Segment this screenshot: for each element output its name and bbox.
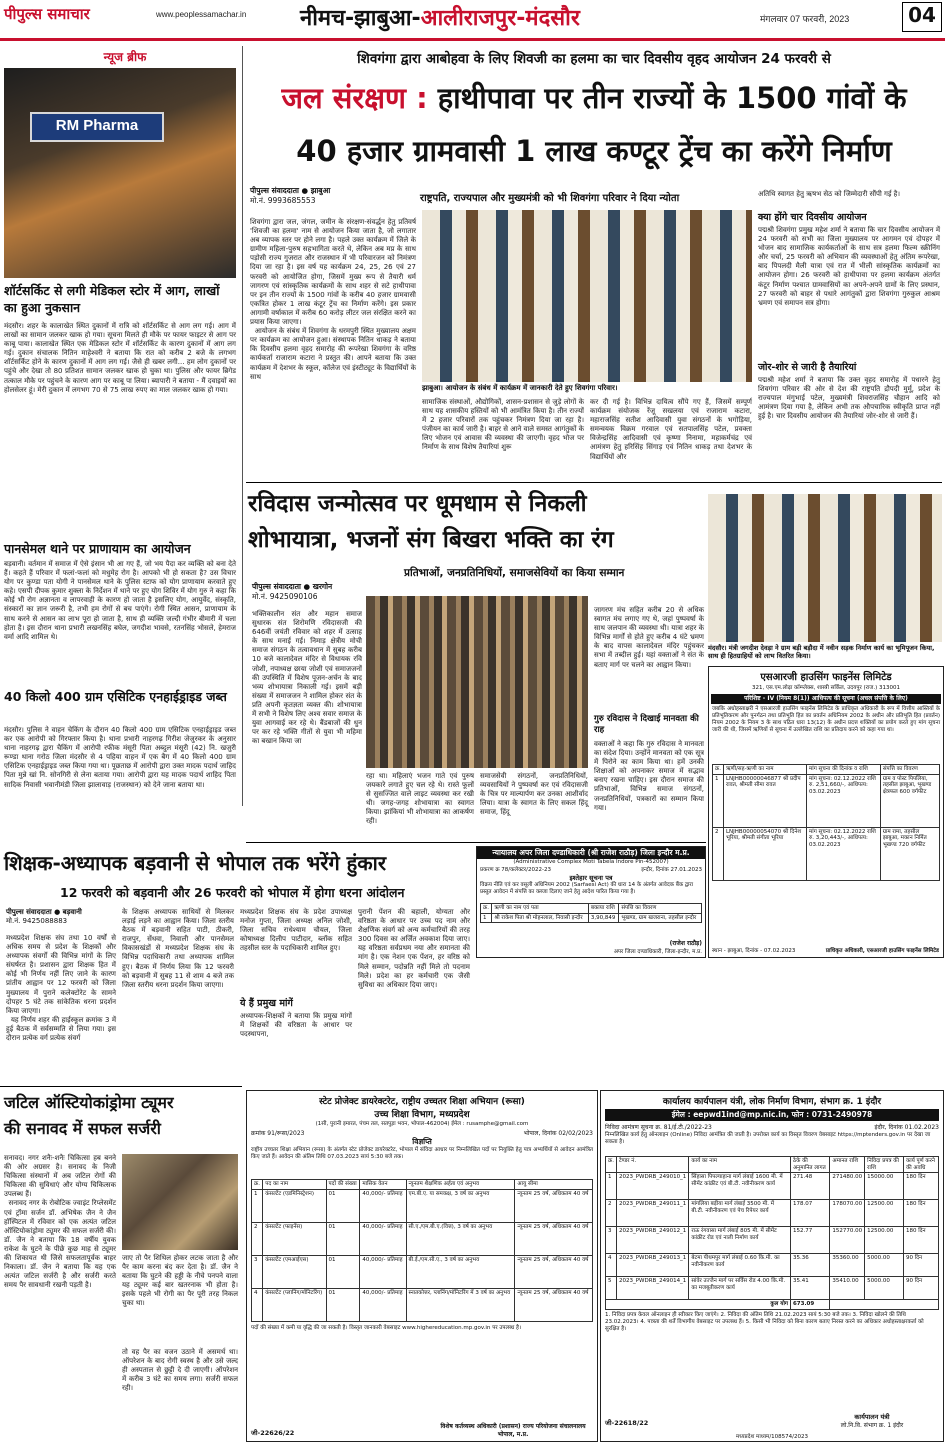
housing-ad bbox=[708, 666, 944, 958]
brief-3-headline: 40 किलो 400 ग्राम एसिटिक एनहाईड्राइड जब्त bbox=[4, 689, 227, 704]
lead-headline-part1: हाथीपावा पर तीन राज्यों के 1500 गांवों के bbox=[427, 81, 907, 115]
surgery-headline bbox=[4, 1090, 240, 1150]
housing-cell: 1 bbox=[713, 774, 724, 827]
ravidas-photo bbox=[366, 596, 588, 768]
rusa-cell: 01 bbox=[326, 1255, 360, 1288]
shikshak-headline: शिक्षक-अध्यापक बड़वानी से भोपाल तक भरेंगे हुंकार bbox=[4, 851, 387, 875]
brief-1-headline: शॉर्टसर्किट से लगी मेडिकल स्टोर में आग, लाखों का हुआ नुकसान bbox=[4, 283, 220, 315]
rusa-footer: पदों की संख्या में कमी या वृद्धि की जा सकती है। विस्तृत जानकारी वेबसाइट www.highereducation.mp.gov.in पर उपलब्ध है। bbox=[251, 1324, 522, 1331]
pwd-th-3: कार्य का नाम bbox=[689, 1157, 791, 1173]
masthead bbox=[0, 0, 945, 44]
rusa-cell: 01 bbox=[326, 1288, 360, 1321]
pwd-table bbox=[605, 1156, 939, 1310]
rusa-cell: सी.ए./एम.बी.ए.(वित्त), 3 वर्ष का अनुभव bbox=[406, 1222, 515, 1255]
pwd-ad bbox=[600, 1090, 944, 1442]
table-row bbox=[713, 827, 940, 880]
shop-sign-text: RM Pharma bbox=[55, 117, 139, 134]
lead-byline-name: पीपुल्स संवाददाता ● झाबुआ bbox=[250, 186, 331, 195]
pwd-cell: मांगलिया बड़ीया मार्ग लंबाई 3500 मी. में बी.टी. नवीनीकरण एवं पेच रिपेयर कार्य bbox=[689, 1200, 791, 1227]
pwd-cell: सांवेर उज्जैन मार्ग पर सर्विस रोड 4.00 कि.मी. का मजबूतीकरण कार्य bbox=[689, 1277, 791, 1300]
court-table bbox=[480, 903, 702, 923]
pwd-cell: 90 दिन bbox=[903, 1277, 938, 1300]
shikshak-byline bbox=[6, 908, 116, 932]
rusa-cell: एम.बी.ए. या समकक्ष, 3 वर्ष का अनुभव bbox=[406, 1189, 515, 1222]
housing-th-2: ऋणी/सह-ऋणी का नाम bbox=[723, 765, 806, 775]
court-cell: 1 bbox=[481, 913, 492, 923]
court-notice bbox=[476, 846, 706, 958]
table-row bbox=[606, 1277, 939, 1300]
ravidas-col-5b: वक्ताओं ने कहा कि गुरु रविदास ने मानवता का संदेश दिया। उन्होंने मानवता को एक सूत्र में पिरोने का काम किया था। हमें उनकी शिक्षाओं को अपनाकर समाज में सद्भाव बनाए रखना चाहिए। इस दौरान समाज की प्रतिभाओं, विभिन्न समाज संगठनों, जनप्रतिनिधियों, पत्रकारों का सम्मान किया गया। bbox=[594, 740, 707, 812]
court-sign-title: अपर जिला दण्डाधिकारी, जिला-इन्दौर, म.प्र. bbox=[613, 949, 702, 955]
rusa-cell: न्यूनतम 25 वर्ष, अधिकतम 40 वर्ष bbox=[515, 1189, 593, 1222]
lead-subhead: राष्ट्रपति, राज्यपाल और मुख्यमंत्री को भी शिवगंगा परिवार ने दिया न्योता bbox=[420, 193, 680, 204]
lead-col-5c: पद्मश्री महेश शर्मा ने बताया कि उक्त वृहद समारोह में पधारने हेतु शिवगंगा परिवार की ओर से देश की राष्ट्रपति द्रौपदी मुर्मू, प्रदेश के राज्यपाल मंगुभाई पटेल, मुख्यमंत्री शिवराजसिंह चौहान आदि को आमंत्रण दिया गया है, लेकिन अभी तक औपचारिक स्वीकृति प्राप्त नहीं हुई है। चार दिवसीय आयोजन की तैयारियां जोर-शोर से जारी हैं। bbox=[758, 376, 943, 421]
lead-photo-caption: झाबुआ। आयोजन के संबंध में कार्यक्रम में जानकारी देते हुए शिवगंगा परिवार। bbox=[422, 384, 752, 396]
edition-pre: नीमच-झाबुआ- bbox=[300, 6, 421, 31]
rusa-cell: 40,000/- प्रतिमाह bbox=[360, 1222, 406, 1255]
pwd-cell: 5 bbox=[606, 1277, 617, 1300]
rusa-th-1: क्र. bbox=[252, 1180, 263, 1190]
pwd-ref-date: इंदौर, दिनांक 01.02.2023 bbox=[874, 1124, 939, 1131]
court-address: (Administrative Complex Moti Tabela Indore Pin-452007) bbox=[513, 859, 669, 865]
pwd-text: निम्नलिखित कार्य हेतु ऑनलाइन (Online) निविदा आमंत्रित की जाती है। उपरोक्त कार्य का विस्तृत विवरण वेबसाइट https://mptenders.gov.in पर देखा जा सकता है। bbox=[605, 1132, 931, 1145]
table-row bbox=[252, 1255, 593, 1288]
ravidas-col-4: समाजसेवी संगठनों, जनप्रतिनिधियों, व्यवसायियों ने पुष्पवर्षा कर एवं रविदासजी के चित्र पर माल्यार्पण कर उनका आशीर्वाद लिया। यात्रा के स्वागत के लिए सकल हिंदू समाज, हिंदू bbox=[480, 772, 591, 817]
pwd-cell: 12500.00 bbox=[865, 1200, 904, 1227]
rusa-cell: न्यूनतम 25 वर्ष, अधिकतम 40 वर्ष bbox=[515, 1222, 593, 1255]
pwd-sign bbox=[807, 1412, 937, 1429]
court-notice-label: इश्तेहार सूचना पत्र bbox=[569, 874, 613, 882]
housing-address: 321, एस.एम.लोढ़ा कॉम्प्लेक्स, शास्त्री सर्किल, उदयपुर (राज.) 313001 bbox=[752, 685, 900, 691]
rusa-cell: स्नातकोत्तर, प्लानिंग/मॉनिटरिंग में 3 वर्ष का अनुभव bbox=[406, 1288, 515, 1321]
rusa-ref: क्रमांक 91/रूसा/2023 bbox=[251, 1130, 305, 1137]
rusa-cell: 1 bbox=[252, 1189, 263, 1222]
brief-2-headline: पानसेमल थाने पर प्राणायाम का आयोजन bbox=[4, 541, 191, 556]
shikshak-byline-mobile: मो.नं. 9425088883 bbox=[6, 917, 68, 925]
rusa-cell: कंसल्टेंट (प्लानिंग/मॉनिटरिंग) bbox=[263, 1288, 326, 1321]
website: www.peoplessamachar.in bbox=[156, 10, 247, 19]
table-row bbox=[252, 1189, 593, 1222]
rusa-th-6: आयु सीमा bbox=[515, 1180, 593, 1190]
pwd-email: ईमेल : eepwd1ind@mp.nic.in, फोन : 0731-2490978 bbox=[605, 1109, 939, 1121]
pwd-cell: 2023_PWDRB_249014_1 bbox=[616, 1277, 688, 1300]
lead-col-5b: पद्मश्री शिवगंगा प्रमुख महेश शर्मा ने बताया कि चार दिवसीय आयोजन में 24 फरवरी को सभी का जिला मुख्यालय पर आगमन एवं दोपहर में भोजन बाद सामाजिक कार्यकर्ताओं के साथ सत्र हलमा फिल्म स्क्रीनिंग और चर्चा, 25 फरवरी को अभियान की व्यवस्थाओं हेतु अंतिम रूपरेखा, बाद पिपलदी मैली यात्रा एवं रात में भीली सांस्कृतिक कार्यक्रमों का आयोजन होगा। 26 फरवरी को हाथीपावा पर हलमा कार्यक्रम अंतर्गत कंटूर निर्माण पश्चात ग्रामवासियों का अपने-अपने ग्रामों के लिए प्रस्थान, 27 फरवरी को बाहर से पधारे आगंतुकों द्वारा शिवगंगा गुरुकुल आश्रम भ्रमण एवं समापन सत्र होगा। bbox=[758, 226, 943, 307]
pwd-cell: 152770.00 bbox=[830, 1227, 865, 1254]
housing-footer-right: प्राधिकृत अधिकारी, एसआरजी हाउसिंग फाइनेंस लिमिटेड bbox=[825, 948, 939, 954]
lead-sub-1: क्या होंगे चार दिवसीय आयोजन bbox=[758, 212, 867, 223]
housing-text: जबकि अधोहस्ताक्षरी ने एसआरजी हाउसिंग फाइनेंस लिमिटेड के प्राधिकृत अधिकारी के रूप में वित्तीय आस्तियों के प्रतिभूतिकरण और पुनर्गठन तथा प्रतिभूति हित का प्रवर्तन अधिनियम 2002 के अधीन और प्रतिभूति हित (प्रवर्तन) नियम 2002 के नियम 3 के साथ पठित धारा 13(12) के अधीन प्रदत्त शक्तियों का प्रयोग करते हुए मांग सूचना जारी की थी, जिसमें ऋणियों से सूचना में उल्लेखित राशि का प्रतिदाय करने को कहा गया था। bbox=[712, 706, 940, 733]
rusa-cell: 40,000/- प्रतिमाह bbox=[360, 1255, 406, 1288]
court-cell: भूखण्ड, ग्राम खजराना, तहसील इन्दौर bbox=[619, 913, 702, 923]
pwd-th-7: कार्य पूर्ण करने की अवधि bbox=[903, 1157, 938, 1173]
ravidas-headline-1: रविदास जन्मोत्सव पर धूमधाम से निकली bbox=[248, 491, 587, 517]
surgery-headline-1: जटिल ऑस्टियोकांड्रोमा ट्यूमर bbox=[4, 1093, 174, 1112]
rusa-code: जी-22626/22 bbox=[251, 1429, 295, 1437]
pwd-cell: 15000.00 bbox=[865, 1173, 904, 1200]
rusa-cell: 4 bbox=[252, 1288, 263, 1321]
rusa-sign: विशेष कर्तव्यस्थ अधिकारी (प्रशासन) राज्य परियोजना संचालनालय भोपाल, म.प्र. bbox=[440, 1423, 586, 1438]
pwd-cell: 180 दिन bbox=[903, 1227, 938, 1254]
ravidas-col-1: भक्तिकालीन संत और महान समाज सुधारक संत शिरोमणि रविदासजी की 646वीं जयंती रविवार को शहर में उत्साह के साथ मनाई गई। निमाड़ क्षेत्रीय मोची समाज संगठन के तत्वावधान में सुबह करीब 10 बजे कालादेवल मंदिर से विधायक रवि जोशी, नपाध्यक्ष छाया जोशी एवं समाजजनों की उपस्थिति में विशेष पूजन-अर्चन के बाद भव्य शोभायात्रा निकाली गई। इसमें बड़ी संख्या में समाजजन ने शामिल होकर संत के प्रति अपनी कृतज्ञता व्यक्त की। शोभायात्रा में सभी ने विशेष लिए अश्व सवार समाज के युवा आगवाई कर रहे थे। बैंडबाजों की धुन पर कर रहे भक्ति गीतों से युवा भी महिमा का बखान किया जा bbox=[252, 610, 365, 746]
fire-photo bbox=[4, 68, 236, 278]
top-strip: शिवगंगा द्वारा आबोहवा के लिए शिवजी का हलमा का चार दिवसीय वृहद आयोजन 24 फरवरी से bbox=[357, 51, 831, 67]
minister-photo bbox=[708, 494, 942, 642]
pwd-sign-1: कार्यपालन यंत्री bbox=[854, 1413, 890, 1421]
housing-cell: LNJHB00000054070 श्री दिनेश भूरिया, श्रीमती संगीता भूरिया bbox=[723, 827, 806, 880]
rusa-cell: न्यूनतम 25 वर्ष, अधिकतम 40 वर्ष bbox=[515, 1255, 593, 1288]
court-case: प्रकरण क्र 78/कलेक्टर/2022-23 bbox=[480, 867, 551, 873]
pwd-sign-2: लो.नि.वि. संभाग क्र. 1 इंदौर bbox=[840, 1422, 904, 1429]
rusa-cell: 3 bbox=[252, 1255, 263, 1288]
court-text: विक्रय नीति एवं कर वसूली अधिनियम 2002 (Sarfaesi Act) की धारा 14 के अंतर्गत आवेदक बैंक द्वारा प्रस्तुत आवेदन में संपत्ति का कब्जा दिलाए जाने हेतु आदेश पारित किया गया है। bbox=[480, 882, 694, 895]
pwd-th-6: निविदा प्रपत्र की राशि bbox=[865, 1157, 904, 1173]
pwd-cell: 12500.00 bbox=[865, 1227, 904, 1254]
rusa-text: राष्ट्रीय उच्चतर शिक्षा अभियान (रूसा) के अंतर्गत स्टेट प्रोजेक्ट डायरेक्टरेट, भोपाल में संविदा आधार पर निम्नलिखित पदों पर नियुक्ति हेतु पात्र अभ्यर्थियों से आवेदन आमंत्रित किए जाते हैं। आवेदन की अंतिम तिथि 07.03.2023 सायं 5:30 बजे तक। bbox=[251, 1147, 593, 1160]
lead-col-3: सामाजिक संस्थाओं, औद्योगिकों, शासन-प्रशासन से जुड़े लोगों के साथ यह शासकीय हस्तियों को भी आमंत्रित किया है। तीन राज्यों में 2 हजार परिवारों तक पहुंचकर निमंत्रण दिया जा रहा है। पंजीयन का कार्य जारी है। बाहर से आने वाले समस्त आगंतुकों के लिए भोजन एवं आवास की व्यवस्था की जाएगी। वृहद भोज पर निर्माण के साथ विशेष तैयारियां शुरू bbox=[422, 398, 587, 452]
housing-th-3: मांग सूचना की दिनांक व राशि bbox=[807, 765, 881, 775]
housing-cell: ग्राम व पोस्ट पिपलिया, तहसील झाबुआ, भूखण्ड क्षेत्रफल 600 वर्गफीट bbox=[880, 774, 939, 827]
pwd-cell: 2023_PWDRB_249013_1 bbox=[616, 1254, 688, 1277]
pwd-title: कार्यालय कार्यपालन यंत्री, लोक निर्माण विभाग, संभाग क्र. 1 इंदौर bbox=[662, 1097, 882, 1107]
housing-cell: 2 bbox=[713, 827, 724, 880]
news-brief-label: न्यूज ब्रीफ bbox=[103, 50, 147, 64]
rusa-cell: कंसल्टेंट (एडमिनिस्ट्रेशन) bbox=[263, 1189, 326, 1222]
news-brief-column bbox=[0, 46, 240, 806]
ravidas-headline-2: शोभायात्रा, भजनों संग बिखरा भक्ति का रंग bbox=[248, 527, 614, 553]
table-row bbox=[606, 1200, 939, 1227]
pwd-total-label: कुल योग bbox=[606, 1300, 791, 1310]
court-th-1: क्र. bbox=[481, 904, 492, 914]
date: मंगलवार 07 फरवरी, 2023 bbox=[760, 14, 850, 24]
lead-photo bbox=[422, 210, 752, 382]
housing-cell: मांग सूचना: 02.12.2022 राशि रु. 3,20,443/-, आधिपत्य: 03.02.2023 bbox=[807, 827, 881, 880]
pwd-cell: 271480.00 bbox=[830, 1173, 865, 1200]
rusa-cell: बी.ई./एम.सी.ए., 3 वर्ष का अनुभव bbox=[406, 1255, 515, 1288]
pwd-cell: 2023_PWDRB_249011_1 bbox=[616, 1200, 688, 1227]
brief-2-text: बड़वानी। वर्तमान में समाज में ऐसे इंसान भी आ गए हैं, जो भय पैदा कर व्यक्ति को बना देते हैं। कहते हैं परिवार में फलां-फलां को मधुमेह रोग है। आपको भी हो सकता है? उस विचार योग पर कुण्डा पता योगी ने पानसेमल थाने के पुलिस स्टाफ को योग प्राणायाम करवाते हुए कहे। एसपी दीपक कुमार शुक्ला के निर्देशन में थाने पर हुए योग शिविर में योग गुरु ने कहा कि कोई भी रोग अज्ञानता व लापरवाही के कारण हो जाता है इसलिए योग, आयुर्वेद, संस्कृति, संस्कारों का ज्ञान जरूरी है, तभी हम रोगों से बच पाएंगे। रोगी स्थित आसन, प्राणायाम के साथ करने से आसन का लाभ पूरा हो जाता है, साथ ही व्यक्ति जल्दी गंभीर बीमारी में चला होता है। इस दौरान थाना प्रभारी लखनसिंह बघेल, जगदीश भावसे, रतनसिंह भोसले, हेमराज वर्मा आदि शामिल थे। bbox=[4, 560, 239, 641]
rusa-cell: 40,000/- प्रतिमाह bbox=[360, 1189, 406, 1222]
pwd-cell: 5000.00 bbox=[865, 1254, 904, 1277]
pwd-total: 673.09 bbox=[790, 1300, 829, 1310]
logo-text: पीपुल्स समाचार bbox=[4, 5, 90, 23]
pwd-cell: 2023_PWDRB_249010_1 bbox=[616, 1173, 688, 1200]
court-cell: श्री राकेश पिता श्री मोहनलाल, निवासी इन्दौर bbox=[492, 913, 588, 923]
pwd-cell: 4 bbox=[606, 1254, 617, 1277]
table-row bbox=[606, 1173, 939, 1200]
pwd-cell: 3 bbox=[606, 1227, 617, 1254]
court-date: इन्दौर, दिनांक 27.01.2023 bbox=[641, 867, 702, 873]
court-cell: 3,90,849 bbox=[588, 913, 619, 923]
masthead-logo bbox=[4, 4, 154, 24]
rusa-ref-date: भोपाल, दिनांक 02/02/2023 bbox=[523, 1130, 593, 1137]
lead-headline-red: जल संरक्षण : bbox=[281, 81, 428, 115]
housing-cell: मांग सूचना: 02.12.2022 राशि रु. 2,51,660/-, आधिपत्य: 03.02.2023 bbox=[807, 774, 881, 827]
housing-company: एसआरजी हाउसिंग फाइनेंस लिमिटेड bbox=[760, 672, 892, 683]
table-row bbox=[252, 1222, 593, 1255]
shikshak-col-3: मध्यप्रदेश शिक्षक संघ के प्रदेश उपाध्यक्ष मनोज गुप्ता, जिला अध्यक्ष अनिल जोशी, जिला सचिव राधेश्याम चौयल, जिला कोषाध्यक्ष दिलीप पाटीदार, ब्लॉक सहित तहसील स्तर के पदाधिकारी शामिल हुए। bbox=[240, 908, 355, 953]
lead-headline-line1 bbox=[246, 72, 942, 124]
lead-headline-line2: 40 हजार ग्रामवासी 1 लाख कण्टूर ट्रेंच का करेंगे निर्माण bbox=[296, 134, 892, 168]
court-sign-name: (राजेश राठौड़) bbox=[669, 940, 702, 947]
pwd-total-blank bbox=[830, 1300, 939, 1310]
lead-col-1: शिवगंगा द्वारा जल, जंगल, जमीन के संरक्षण-संवर्द्धन हेतु प्रतिवर्ष 'शिवजी का हलमा' नाम से आयोजन किया जाता है, जो लगातार अब व्यापक स्तर पर होने लगा है। पहले उक्त कार्यक्रम में जिले के ग्रामीण महिला-पुरुष सहभागिता करते थे, लेकिन अब मप्र के साथ पड़ोसी राज्य गुजरात और राजस्थान में भी परिवारजन को निमंत्रण दिया जा रहा है। इस वर्ष यह कार्यक्रम 24, 25, 26 एवं 27 फरवरी को आयोजित होगा, जिसमें मुख्य रूप से तैयारी धर्म जागरण एवं सांस्कृतिक कार्यक्रमों के साथ शहर से सटे हाथीपावा पर इन तीन राज्यों के 1500 गांवों के करीब 40 हजार ग्रामवासी एकत्रित होकर 1 लाख कंटूर ट्रेंच का निर्माण करेंगे। इस प्रकार आगामी वर्षाकाल में करीब 60 करोड़ लीटर जल संरक्षित करने का प्रयास किया जाएगा। आयोजन के संबंध में शिवगंगा के धरमपुरी स्थित मुख्यालय अक्षम पर कार्यक्रम का आयोजन हुआ। संस्थापक नितिन धाकड़ ने बताया कि दिवसीय हलमा वृहद समारोह की रूपरेखा शिवगंगा के वरिष्ठ कार्यकर्ता राजाराम कटारा ने प्रस्तुत की। आपने बताया कि उक्त कार्यक्रम में देशभर के स्कूल, कॉलेज एवं इंस्टीट्यूट के विद्यार्थियों के साथ bbox=[250, 218, 416, 381]
surgery-col-1: सनावद। नगर शनैः-शनैः चिकित्सा हब बनने की ओर अग्रसर है। सनावद के निजी चिकित्सा संस्थानों में अब जटिल रोगों की चिकित्सा की सुविधाएं और योग्य चिकित्सक उपलब्ध हैं। सनावद नगर के रोबोटिक ज्वाइंट रिप्लेसमेंट एवं ट्रॉमा सर्जन डॉ. अभिषेक जैन ने जैन हॉस्पिटल में रविवार को एक अत्यंत जटिल ऑस्टियोकांड्रोमा ट्यूमर की सफल सर्जरी की। डॉ. जैन ने बताया कि 18 वर्षीय युवक राकेश के घुटने के पीछे कुछ माह से ट्यूमर की शिकायत थी जिसे सफलतापूर्वक बाहर निकाला। डॉ. जैन ने बताया कि यह एक अत्यंत जटिल सर्जरी है और सर्जरी करते समय पैर सावधानी रखनी पड़ती है। bbox=[4, 1154, 116, 1290]
lead-col-5: अतिथि स्वागत हेतु ऋषभ सेठ को जिम्मेदारी सौंपी गई है। bbox=[758, 190, 901, 198]
shikshak-col-3b: अध्यापक-शिक्षकों ने बताया कि प्रमुख मांगों में शिक्षकों की वरिष्ठता के आधार पर पदस्थापना, bbox=[240, 1012, 355, 1039]
ravidas-byline-mobile: मो.नं. 9425090106 bbox=[252, 592, 318, 601]
rusa-line1: स्टेट प्रोजेक्ट डायरेक्टरेट, राष्ट्रीय उच्चतर शिक्षा अभियान (रूसा) bbox=[319, 1097, 525, 1107]
rusa-line2: उच्च शिक्षा विभाग, मध्यप्रदेश bbox=[374, 1110, 470, 1120]
pwd-cell: 35410.00 bbox=[830, 1277, 865, 1300]
table-row bbox=[606, 1300, 939, 1310]
pwd-cell: 1 bbox=[606, 1173, 617, 1200]
ravidas-sub: गुरु रविदास ने दिखाई मानवता की राह bbox=[594, 714, 699, 735]
court-th-2: ऋणी का नाम एवं पता bbox=[492, 904, 588, 914]
shikshak-byline-name: पीपुल्स संवाददाता ● बड़वानी bbox=[6, 908, 82, 916]
rusa-ad bbox=[246, 1090, 598, 1442]
pwd-cell: बेटमा पीथमपुर मार्ग लंबाई 0.60 कि.मी. का नवीनीकरण कार्य bbox=[689, 1254, 791, 1277]
housing-th-4: संपत्ति का विवरण bbox=[880, 765, 939, 775]
ravidas-headline bbox=[248, 486, 700, 562]
pwd-ref: निविदा आमंत्रण सूचना क्र. 81/ई.टी./2022-23 bbox=[605, 1124, 712, 1131]
pwd-cell: 178070.00 bbox=[830, 1200, 865, 1227]
rusa-cell: 40,000/- प्रतिमाह bbox=[360, 1288, 406, 1321]
shikshak-subhead: 12 फरवरी को बड़वानी और 26 फरवरी को भोपाल में होगा धरना आंदोलन bbox=[60, 885, 405, 900]
pwd-notes: 1. निविदा प्रपत्र केवल ऑनलाइन ही स्वीकार किए जाएंगे। 2. निविदा की अंतिम तिथि 21.02.2023 सायं 5:30 बजे तक। 3. निविदा खोलने की तिथि 23.02.2023। 4. पात्रता की शर्तें विभागीय वेबसाइट पर उपलब्ध हैं। 5. किसी भी निविदा को बिना कारण बताए निरस्त करने का अधिकार अधोहस्ताक्षरकर्ता को सुरक्षित है। bbox=[605, 1311, 924, 1332]
brief-3-text: मंदसौर। पुलिस ने वाहन चेकिंग के दौरान 40 किलो 400 ग्राम एसिटिक एनहाईड्राइड जब्त कर एक आरोपी को गिरफ्तार किया है। थाना प्रभारी नाहरगढ़ गिरीश जेजुरकर के अनुसार थाना नाहरगढ़ द्वारा चैकिंग में आरोपी रफीक मंसूरी पिता अब्दुल मंसूरी (42) नि. खजुरी रूण्डा थाना गरोठ जिला मंदसौर से 4 पहिया वाहन में एक बैग में 40 किलो 400 ग्राम एसिटिक एनहाईड्राइड जब्त किया गया था। पूछताछ में आरोपी द्वारा उक्त मादक पदार्थ जाहिद पिता मुन्ने खां नि. सोनगिरी से लेना बताया गया। आरोपी द्वारा यह मादक पदार्थ शाहिद पिता सादिक निवासी भवानीमंडी जिला झालावाड़ (राजस्थान) को देने जाना बताया था। bbox=[4, 726, 239, 789]
shikshak-col-1: मध्यप्रदेश शिक्षक संघ तथा 10 वर्षों से अधिक समय से प्रदेश के शिक्षकों और अध्यापक संवर्गों की विभिन्न मांगों के लिए संघर्षरत है। प्रशासन द्वारा शिक्षक हित में कोई भी निर्णय नहीं लिए जाने के कारण प्रांतीय आह्वान पर 12 फरवरी को जिला मुख्यालय में पुराने कलेक्टोरेट के सामने दोपहर 5 घंटे तक सांकेतिक धरना प्रदर्शन किया जाएगा। यह निर्णय शहर की हाईस्कूल क्रमांक 3 में हुई बैठक में सर्वसम्मति से लिया गया। इस दौरान प्रत्येक वर्ग प्रत्येक संवर्ग bbox=[6, 934, 117, 1043]
ravidas-col-5: जागरण मंच सहित करीब 20 से अधिक स्वागत मंच लगाए गए थे, जहां पुष्पवर्षा के साथ जलपान की व्यवस्था थी। यात्रा शहर के विभिन्न मार्गों से होते हुए करीब 4 घंटे भ्रमण के बाद वापस कालादेवल मंदिर पहुंचकर सभा में तब्दील हुई। यहां वक्ताओं ने संत के बताए मार्ग पर चलने का आह्वान किया। bbox=[594, 606, 707, 669]
housing-footer-left: स्थान - झाबुआ, दिनांक - 07.02.2023 bbox=[712, 948, 796, 954]
rusa-cell: कंसल्टेंट (एमआईएस) bbox=[263, 1255, 326, 1288]
rusa-cell: 01 bbox=[326, 1189, 360, 1222]
pwd-cell: 35360.00 bbox=[830, 1254, 865, 1277]
rusa-th-3: पदों की संख्या bbox=[326, 1180, 360, 1190]
pwd-cell: 180 दिन bbox=[903, 1173, 938, 1200]
court-title: न्यायालय अपर जिला दण्डाधिकारी (श्री राजेश राठौड़) जिला इन्दौर म.प्र. bbox=[477, 847, 705, 859]
pwd-th-5: अमानत राशि bbox=[830, 1157, 865, 1173]
rusa-cell: न्यूनतम 25 वर्ष, अधिकतम 40 वर्ष bbox=[515, 1288, 593, 1321]
pwd-cell: 178.07 bbox=[790, 1200, 829, 1227]
pwd-cell: 152.77 bbox=[790, 1227, 829, 1254]
pwd-cell: 90 दिन bbox=[903, 1254, 938, 1277]
page-number: 04 bbox=[902, 2, 942, 32]
rusa-cell: 01 bbox=[326, 1222, 360, 1255]
minister-photo-caption: मंदसौर। मंत्री जगदीश देवड़ा ने ग्राम बड़ी बड़ौदा में नवीन सड़क निर्माण कार्य का भूमिपूजन किया, साथ ही हितग्राहियों को लाभ वितरित किया। bbox=[708, 644, 942, 664]
surgery-headline-2: की सनावद में सफल सर्जरी bbox=[4, 1119, 161, 1138]
lead-byline bbox=[250, 186, 410, 216]
surgery-photo bbox=[122, 1154, 238, 1250]
housing-table bbox=[712, 764, 940, 881]
rusa-th-4: मासिक वेतन bbox=[360, 1180, 406, 1190]
ravidas-subhead: प्रतिभाओं, जनप्रतिनिधियों, समाजसेवियों का किया सम्मान bbox=[404, 567, 625, 579]
pwd-cell: सिंहासा पिपल्याहाना मार्ग लंबाई 1600 मी. में सीमेंट कांक्रीट एवं बी.टी. नवीनीकरण कार्य bbox=[689, 1173, 791, 1200]
table-row bbox=[481, 913, 702, 923]
surgery-col-3: तो वह पैर का वजन उठाने में असमर्थ था। ऑपरेशन के बाद रोगी स्वस्थ है और उसे जल्द ही अस्पताल से छुट्टी दे दी जाएगी। ऑपरेशन में करीब 3 घंटे का समय लगा। सर्जरी सफल रही। bbox=[122, 1348, 241, 1393]
table-row bbox=[713, 774, 940, 827]
edition-post: आलीराजपुर-मंदसौर bbox=[420, 6, 580, 31]
shikshak-col-2: के शिक्षक अध्यापक साथियों से मिलकर लड़ाई लड़ने का आह्वान किया। जिला स्तरीय बैठक में बड़वानी सहित पाटी, ठीकरी, राजपुर, सेंधवा, निवाली और पानसेमल विकासखंडों से मध्यप्रदेश शिक्षक संघ के विभिन्न पदाधिकारी तथा अध्यापक शामिल हुए। बैठक में निर्णय लिया कि 12 फरवरी को बड़वानी में सुबह 11 से शाम 4 बजे तक जिला स्तरीय धरना प्रदर्शन किया जाएगा। bbox=[122, 908, 237, 989]
housing-th-1: क्र. bbox=[713, 765, 724, 775]
ravidas-col-3: रहा था। महिलाएं भजन गाते एवं पुरुष जयकारे लगाते हुए चल रहे थे। रास्ते फूलों से सुसज्जित वाले लाइट व्यवस्था कर रखी थी। जगह-जगह शोभायात्रा का स्वागत किया। झांकियां भी शोभायात्रा का आकर्षण रही। bbox=[366, 772, 477, 826]
court-sign bbox=[562, 939, 702, 955]
brief-1-text: मंदसौर। शहर के कालाखेत स्थित दुकानों में रात्रि को शॉर्टसर्किट से आग लग गई। आग में लाखों का सामान जलकर खाक हो गया। सूचना मिलते ही मौके पर फायर फाइटर से आग पर काबू पाया। कालाखेत स्थित एक मेडिकल स्टोर में शॉर्टसर्किट के कारण दुकानों में आग लग गई। दुकान संचालक नितिन माहेश्वरी ने बताया कि रात को करीब 2 बजे के लगभग शॉर्टसर्किट होने के कारण दुकानों में आग लग गई। जैसे ही खबर लगी... हम लोग दुकानों पर पहुंचे और देखा तो 80 प्रतिशत सामान जलकर खाक हो चुका था। पुलिस और फायर ब्रिगेड तत्काल मौके पर पहुंचने के कारण आग पर काबू पा लिया। ब्यापारी ने बताया - मैं दवाइयों का होलसेलर हूं। मेरी दुकान में लगभग 70 से 75 लाख रुपए का माल जलकर खाक हो गया। bbox=[4, 322, 239, 394]
lead-byline-mobile: मो.नं. 9993685553 bbox=[250, 196, 316, 205]
lead-col-4: कर दी गई है। विभिन्न दायित्व सौंपे गए हैं, जिसमें सम्पूर्ण कार्यक्रम संयोजक रेंजू सखलया एवं राजाराम कटारा, महाराजसिंह सतीश आदिवासी युवा संगठनों के भगोड़िया, समन्वयक विक्रम गरवाल एवं सतपालसिंह पटेल, प्रवक्ता विजेन्द्रसिंह आदिवासी एवं कृष्णा निनामा, महाकर्मचंद्र एवं आमंत्रण हेतु हरिसिंह सिंगाड़ एवं नितिन धाकड़ तथा देशभर के विद्यार्थियों और bbox=[590, 398, 755, 461]
lead-headline bbox=[246, 72, 942, 182]
housing-cell: LNJHB00000046877 श्री प्रदीप रावत, श्रीमती सीमा रावत bbox=[723, 774, 806, 827]
pwd-th-1: क्र. bbox=[606, 1157, 617, 1173]
pwd-cell: 2023_PWDRB_249012_1 bbox=[616, 1227, 688, 1254]
rusa-cell: 2 bbox=[252, 1222, 263, 1255]
lead-sub-2: जोर-शोर से जारी है तैयारियां bbox=[758, 362, 857, 373]
shop-sign bbox=[30, 112, 164, 142]
pwd-th-4: ठेके की अनुमानित लागत bbox=[790, 1157, 829, 1173]
court-th-4: संपत्ति का विवरण bbox=[619, 904, 702, 914]
table-row bbox=[252, 1288, 593, 1321]
rusa-th-2: पद का नाम bbox=[263, 1180, 326, 1190]
pwd-cell: राऊ रंगवासा मार्ग लंबाई 805 मी. में सीमेंट कांक्रीट रोड एवं नाली निर्माण कार्य bbox=[689, 1227, 791, 1254]
rusa-address: (1सी, पुरानी इमारत, पंचम तल, सतपुड़ा भवन, भोपाल-462004) ईमेल : rusamphe@gmail.com bbox=[315, 1121, 529, 1127]
shikshak-sub: ये हैं प्रमुख मांगें bbox=[240, 998, 293, 1009]
pwd-cell: 271.48 bbox=[790, 1173, 829, 1200]
housing-cell: ग्राम रामा, तहसील झाबुआ, मकान निर्मित भूखण्ड 720 वर्गफीट bbox=[880, 827, 939, 880]
pwd-code: जी-22618/22 bbox=[605, 1419, 649, 1427]
rusa-table bbox=[251, 1179, 593, 1322]
surgery-col-2: जाए तो पैर शिथिल होकर लटक जाता है और पैर काम करना बंद कर देता है। डॉ. जैन ने बताया कि घुटने की हड्डी के नीचे पनपने वाला यह ट्यूमर कई बार खतरनाक भी होता है। इसके पहले भी रोगी का पैर पूरी तरह निकल चुका था। bbox=[122, 1254, 241, 1308]
housing-notice-title: परिशिष्ट - IV (नियम 8(1)) आधिपत्य की सूचना (अचल संपत्ति के लिए) bbox=[711, 694, 941, 704]
pwd-bottom: मध्यप्रदेश माध्यम/108574/2023 bbox=[735, 1434, 809, 1440]
rusa-notice-label: विज्ञप्ति bbox=[412, 1137, 432, 1146]
pwd-cell: 35.41 bbox=[790, 1277, 829, 1300]
pwd-cell: 2 bbox=[606, 1200, 617, 1227]
rusa-cell: कंसल्टेंट (फाइनेंस) bbox=[263, 1222, 326, 1255]
court-th-3: बकाया राशि bbox=[588, 904, 619, 914]
edition-title bbox=[300, 2, 720, 32]
table-row bbox=[606, 1227, 939, 1254]
table-row bbox=[606, 1254, 939, 1277]
ravidas-byline-name: पीपुल्स संवाददाता ● खरगोन bbox=[252, 582, 333, 591]
rusa-th-5: न्यूनतम शैक्षणिक अर्हता एवं अनुभव bbox=[406, 1180, 515, 1190]
shikshak-col-4: पुरानी पेंशन की बहाली, योग्यता और वरिष्ठता के आधार पर उच्च पद नाम और शैक्षणिक संवर्ग को अन्य कर्मचारियों की तरह 300 दिवस का अर्जित अवकाश दिया जाए। यह वरिष्ठता सर्वप्रथम नया और समानता की मांग है। एक नेशन एक पेंशन, हर वरिष्ठ को मिले सम्मान, पदोन्नति नहीं मिले तो पदनाम मिले। प्रदेश का हर कर्मचारी एक जैसी सुविधा का अधिकार दिया जाए। bbox=[358, 908, 473, 989]
pwd-th-2: टेण्डर नं. bbox=[616, 1157, 688, 1173]
pwd-cell: 5000.00 bbox=[865, 1277, 904, 1300]
pwd-cell: 180 दिन bbox=[903, 1200, 938, 1227]
pwd-cell: 35.36 bbox=[790, 1254, 829, 1277]
